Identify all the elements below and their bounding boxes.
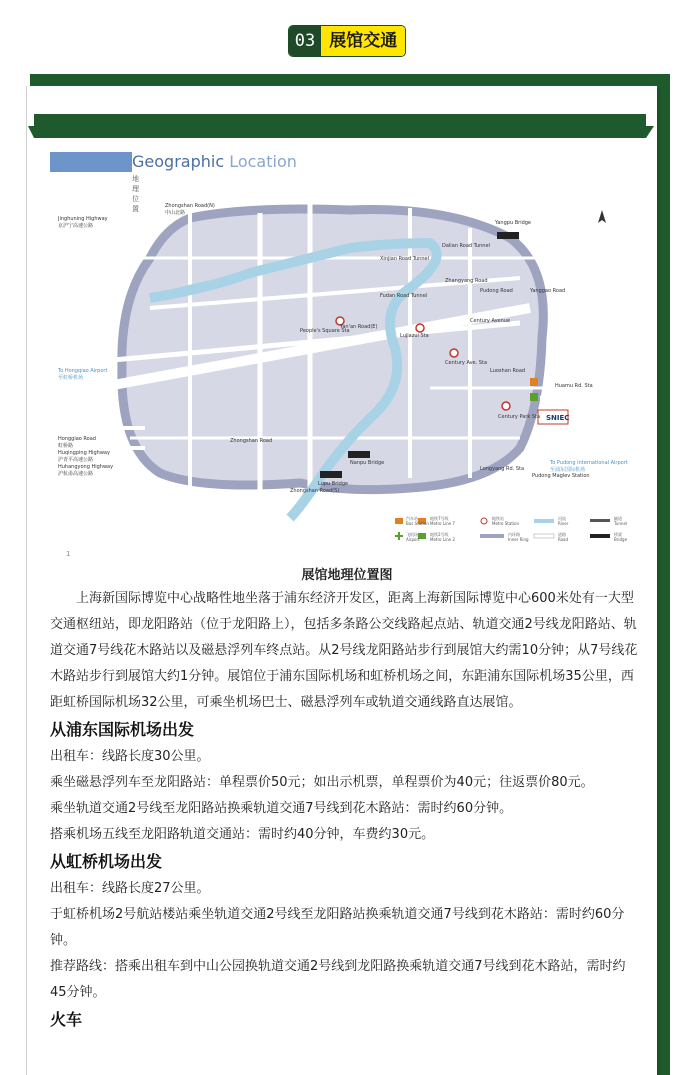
map-label-zhongshan-south: Zhongshan Road(S) — [290, 488, 340, 494]
legend-road — [558, 532, 568, 542]
map-label-century-ave: Century Ave. Sta — [445, 360, 488, 366]
map-label-longyang: Longyang Rd. Sta — [480, 466, 525, 472]
map-label-yangpu-bridge: Yangpu Bridge — [495, 220, 532, 226]
label-en: To Hongqiao Airport — [58, 368, 108, 374]
label-cn: 虹桥路 — [58, 443, 74, 449]
map-label-zhangyang: Zhangyang Road — [445, 278, 488, 284]
pudong-line-maglev: 乘坐磁悬浮列车至龙阳路站：单程票价50元；如出示机票，单程票价为40元；往返票价80元。 — [50, 775, 594, 790]
section-heading-hongqiao: 从虹桥机场出发 — [50, 852, 163, 871]
compass-icon — [598, 210, 606, 223]
pudong-line-taxi: 出租车：线路长度30公里。 — [50, 749, 210, 764]
map-label-nanpu-bridge: Nanpu Bridge — [350, 460, 385, 466]
map-label-pudong-road: Pudong Road — [480, 288, 513, 294]
map-page-marker: 1 — [66, 550, 71, 558]
legend-cn: 汽车站 — [406, 516, 418, 521]
label-en: Jinghuning Highway — [58, 216, 108, 222]
legend-en: Road — [558, 537, 569, 542]
legend-river — [558, 516, 568, 526]
legend-cn: 隧道 — [614, 516, 622, 521]
map-label-century-park: Century Park Sta — [498, 414, 541, 420]
map-label-zhongshan-n — [165, 203, 215, 216]
legend-cn: 内环路 — [508, 532, 520, 537]
legend-en: Airport — [406, 537, 420, 542]
section-heading-pudong: 从浦东国际机场出发 — [50, 720, 195, 739]
map-label-dalian-tunnel: Dalian Road Tunnel — [442, 243, 490, 249]
map-label-yanggao: Yanggao Road — [530, 288, 566, 294]
map-label-lupu-bridge: Lupu Bridge — [318, 481, 349, 487]
article-body — [50, 586, 640, 1034]
legend-cn: 河流 — [558, 516, 566, 521]
map-label-century-avenue: Century Avenue — [470, 318, 511, 324]
map-label-zhongshan-road: Zhongshan Road — [230, 438, 273, 444]
map-label-lujiazui: Lujiazui Sta — [400, 333, 429, 339]
map-label-peoples-square: People's Square Sta — [300, 328, 350, 334]
label-en: Huhangyong Highway — [58, 464, 114, 470]
map-label-sniec: SNIEC — [546, 414, 570, 422]
legend-cn: 地铁7号线 — [430, 516, 449, 521]
legend-airport — [406, 532, 420, 542]
map-title-part1: Geographic — [132, 152, 225, 171]
legend-cn: 飞机场 — [406, 532, 418, 537]
legend-bus — [406, 516, 429, 526]
legend-cn: 地铁2号线 — [430, 532, 449, 537]
legend-en: Tunnel — [614, 521, 628, 526]
legend-en: Bus Station — [406, 521, 429, 526]
frame-top-border — [30, 74, 670, 86]
legend-en: Metro Line 7 — [430, 521, 455, 526]
map-label-pudong-airport — [550, 460, 628, 473]
legend-en: Metro Station — [492, 521, 519, 526]
map-drawing — [50, 148, 644, 560]
hongqiao-line-recommended: 推荐路线：搭乘出租车到中山公园换轨道交通2号线到龙阳路换乘轨道交通7号线到花木路站，需时约45分钟。 — [50, 959, 626, 1000]
map-label-xinjian-tunnel: Xinjian Road Tunnel — [380, 256, 429, 262]
intro-paragraph: 上海新国际博览中心战略性地坐落于浦东经济开发区，距离上海新国际博览中心600米处有一大型交通枢纽站，即龙阳路站（位于龙阳路上），包括多条路公交线路起点站、轨道交通2号线龙阳路站、轨道交通7号线花木路站以及磁悬浮列车终点站。从2号线龙阳路站步行到展馆大约需10分钟；从7号线花木路站步行到展馆大约1分钟。展馆位于浦东国际机场和虹桥机场之间，东距浦东国际机场35公里，西距虹桥国际机场32公里，可乘坐机场巴士、磁悬浮列车或轨道交通线路直达展馆。 — [50, 591, 638, 710]
legend-en: Inner Ring — [508, 537, 529, 542]
label-cn: 沪青平高速公路 — [58, 457, 94, 463]
map-label-southwest-highways — [58, 436, 113, 478]
legend-bridge — [614, 532, 627, 542]
section-header — [0, 26, 694, 56]
label-en: To Pudong International Airport — [550, 460, 628, 466]
map-caption: 展馆地理位置图 — [301, 568, 393, 583]
pudong-line-metro: 乘坐轨道交通2号线至龙阳路站换乘轨道交通7号线到花木路站：需时约60分钟。 — [50, 801, 513, 816]
label-en: Honggiao Road — [58, 436, 96, 442]
map-label-fudan-tunnel: Fudan Road Tunnel — [380, 293, 428, 299]
label-cn: 至虹桥机场 — [58, 375, 84, 381]
label-en: Huqingping Highway — [58, 450, 110, 456]
legend-en: Metro Line 2 — [430, 537, 455, 542]
location-map — [50, 148, 644, 560]
label-cn: 至浦东国际机场 — [550, 467, 586, 473]
map-title-part2: Location — [229, 152, 297, 171]
label-cn: 沪杭甬高速公路 — [58, 471, 94, 477]
section-heading-train: 火车 — [50, 1010, 83, 1029]
pudong-line-bus: 搭乘机场五线至龙阳路轨道交通站：需时约40分钟，车费约30元。 — [50, 827, 435, 842]
card-header-bar — [34, 114, 646, 138]
hongqiao-line-taxi: 出租车：线路长度27公里。 — [50, 881, 210, 896]
label-en: Zhongshan Road(N) — [165, 203, 215, 209]
map-label-huamu: Huamu Rd. Sta — [555, 383, 593, 389]
bar-notch-right — [646, 126, 654, 138]
map-label-yanan-road: Yan'an Road(E) — [340, 324, 378, 330]
map-subtitle: 地理位置 — [132, 175, 139, 213]
map-label-maglev: Pudong Maglev Station — [532, 473, 590, 479]
hongqiao-line-metro: 于虹桥机场2号航站楼站乘坐轨道交通2号线至龙阳路站换乘轨道交通7号线到花木路站：需时约60分钟。 — [50, 907, 625, 948]
legend-metro-station — [492, 516, 519, 526]
legend-cn: 桥梁 — [614, 532, 622, 537]
legend-metro2 — [430, 532, 455, 542]
bar-notch-left — [28, 126, 34, 138]
section-badge — [289, 26, 405, 56]
map-label-hongqiao-airport — [58, 368, 107, 381]
label-cn: 京沪宁高速公路 — [58, 223, 94, 229]
legend-cn: 地铁站 — [492, 516, 504, 521]
legend-inner-ring — [508, 532, 529, 542]
legend-en: River — [558, 521, 569, 526]
legend-metro7 — [430, 516, 455, 526]
legend-tunnel — [614, 516, 627, 526]
map-label-jinghuning — [58, 216, 108, 229]
legend-en: Bridge — [614, 537, 628, 542]
legend-cn: 道路 — [558, 532, 566, 537]
section-number: 03 — [289, 26, 321, 56]
map-label-luoshan: Luoshan Road — [490, 368, 526, 374]
section-title: 展馆交通 — [321, 26, 405, 56]
label-cn: 中山北路 — [165, 210, 186, 216]
